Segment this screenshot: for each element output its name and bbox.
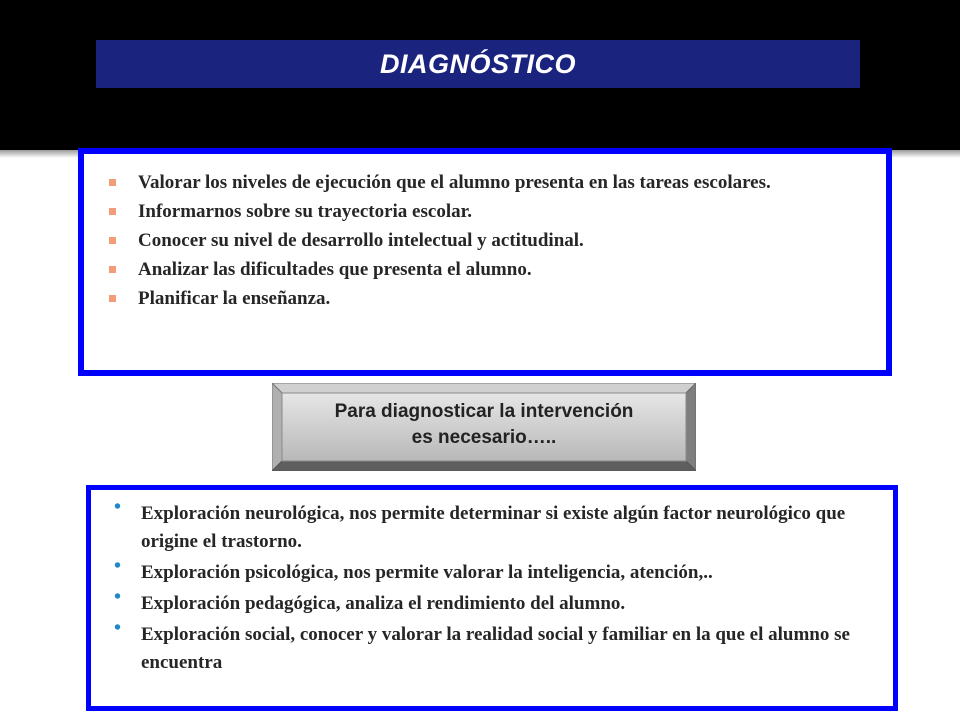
list-item bbox=[105, 496, 873, 556]
explorations-box bbox=[86, 485, 898, 711]
callout-bevel-box bbox=[272, 383, 696, 471]
list-item-text: Analizar las dificultades que presenta el alumno. bbox=[138, 259, 532, 280]
list-item bbox=[98, 197, 866, 226]
explorations-list bbox=[91, 490, 893, 677]
dot-bullet-icon: • bbox=[114, 555, 122, 577]
list-item-text: Exploración pedagógica, analiza el rendimiento del alumno. bbox=[141, 593, 626, 614]
dot-bullet-icon: • bbox=[114, 586, 122, 608]
page-title: DIAGNÓSTICO bbox=[379, 48, 576, 79]
square-bullet-icon bbox=[109, 237, 116, 244]
dot-bullet-icon: • bbox=[114, 617, 122, 639]
square-bullet-icon bbox=[109, 179, 116, 186]
list-item bbox=[98, 255, 866, 284]
objectives-list bbox=[84, 154, 886, 313]
callout-text bbox=[282, 393, 686, 457]
objectives-box bbox=[78, 148, 892, 376]
list-item-text: Conocer su nivel de desarrollo intelectual y actitudinal. bbox=[138, 230, 584, 251]
list-item-text: Informarnos sobre su trayectoria escolar. bbox=[138, 201, 473, 222]
callout-line-1: Para diagnosticar la intervención bbox=[334, 401, 634, 422]
title-bar bbox=[96, 40, 860, 88]
list-item bbox=[98, 284, 866, 313]
list-item-text: Exploración social, conocer y valorar la realidad social y familiar en la que el alumno se encuentra bbox=[141, 624, 850, 673]
callout-line-2: es necesario….. bbox=[411, 427, 557, 448]
list-item-text: Valorar los niveles de ejecución que el alumno presenta en las tareas escolares. bbox=[138, 172, 771, 193]
square-bullet-icon bbox=[109, 295, 116, 302]
dot-bullet-icon: • bbox=[114, 496, 122, 518]
square-bullet-icon bbox=[109, 266, 116, 273]
list-item bbox=[105, 555, 873, 587]
list-item bbox=[98, 226, 866, 255]
list-item bbox=[98, 168, 866, 197]
square-bullet-icon bbox=[109, 208, 116, 215]
list-item-text: Planificar la enseñanza. bbox=[138, 288, 331, 309]
list-item-text: Exploración psicológica, nos permite valorar la inteligencia, atención,.. bbox=[141, 562, 713, 583]
list-item bbox=[105, 617, 873, 677]
list-item bbox=[105, 586, 873, 618]
list-item-text: Exploración neurológica, nos permite determinar si existe algún factor neurológico que origine el trastorno. bbox=[141, 503, 846, 552]
